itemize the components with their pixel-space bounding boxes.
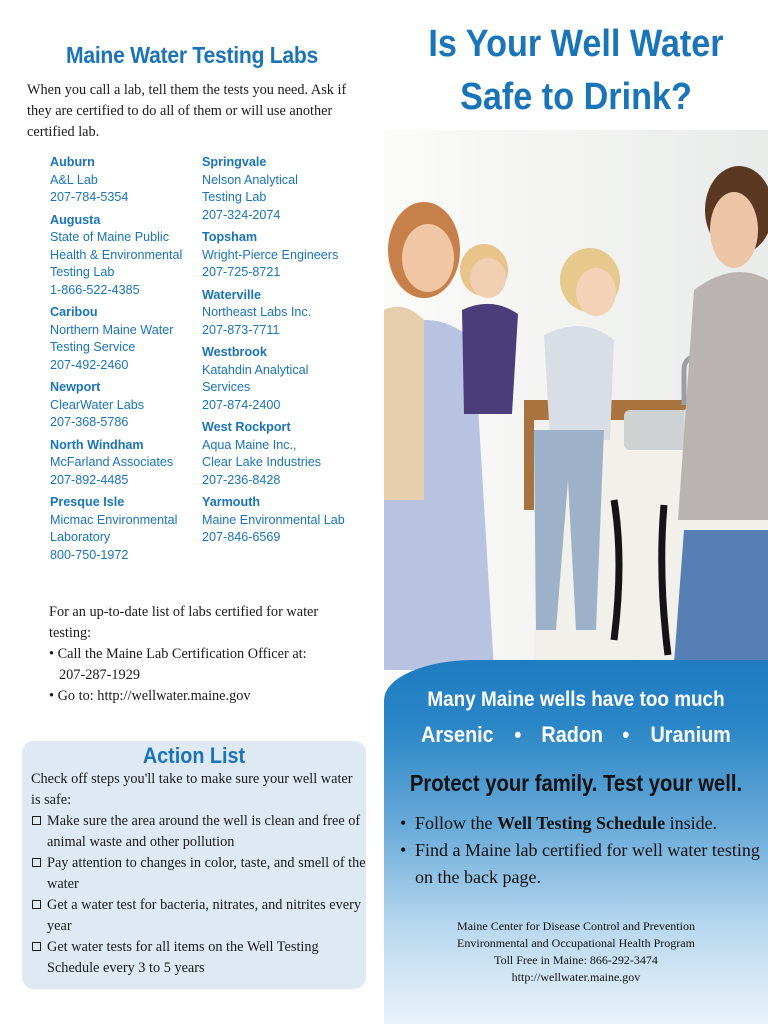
lab-detail: 800-750-1972 <box>50 547 129 562</box>
labs-column-1 <box>50 154 200 569</box>
footer-org: Maine Center for Disease Control and Prevention <box>457 919 695 933</box>
lab-detail: 207-873-7711 <box>202 322 280 337</box>
lab-detail: 1-866-522-4385 <box>50 282 140 297</box>
action-list-items <box>31 811 366 979</box>
step-item <box>400 810 760 837</box>
action-item <box>31 895 366 937</box>
brochure-title <box>403 18 749 124</box>
footer-contact <box>384 918 768 986</box>
labs-section-title: Maine Water Testing Labs <box>65 42 319 68</box>
checkbox-icon <box>32 942 41 951</box>
footer-url: http://wellwater.maine.gov <box>511 970 641 984</box>
lab-detail: ClearWater Labs <box>50 397 145 412</box>
action-item-text: Get a water test for bacteria, nitrates, and nitrites every year <box>47 897 361 934</box>
lab-detail: Nelson Analytical <box>202 172 298 187</box>
action-item <box>31 811 366 853</box>
lab-detail: Maine Environmental Lab <box>202 512 345 527</box>
uptodate-intro: For an up-to-date list of labs certified for water testing: <box>49 604 319 641</box>
certification-phone: 207-287-1929 <box>59 667 141 683</box>
lab-city: North Windham <box>50 437 144 452</box>
lab-entry <box>50 304 200 374</box>
action-item-text: Make sure the area around the well is clean and free of animal waste and other pollution <box>47 813 361 850</box>
lab-city: Auburn <box>50 155 95 169</box>
lab-entry <box>50 494 200 564</box>
lab-city: Newport <box>50 380 101 394</box>
lab-detail: 207-368-5786 <box>50 415 129 429</box>
contaminants-line <box>384 722 768 748</box>
action-item <box>31 853 366 895</box>
lab-detail: 207-324-2074 <box>202 207 281 222</box>
step-item <box>400 837 760 891</box>
lab-city: Augusta <box>50 212 101 227</box>
uptodate-bullet-website: • Go to: http://wellwater.maine.gov <box>49 688 251 704</box>
contaminant-uranium: Uranium <box>650 722 731 747</box>
protect-headline: Protect your family. Test your well. <box>409 770 743 796</box>
lab-entry <box>202 287 372 340</box>
bullet: • <box>400 813 407 833</box>
lab-detail: Katahdin Analytical <box>202 362 309 377</box>
lab-detail: Micmac Environmental <box>50 512 178 527</box>
lab-detail: 207-725-8721 <box>202 265 281 279</box>
action-list-title: Action List <box>142 743 246 768</box>
lab-entry <box>50 212 200 300</box>
lab-entry <box>50 379 200 432</box>
separator-dot: • <box>514 722 521 747</box>
step-1-prefix: Follow the <box>415 813 498 833</box>
lab-entry <box>202 344 372 414</box>
uptodate-info <box>49 602 359 707</box>
lab-city: Caribou <box>50 305 98 319</box>
separator-dot: • <box>622 722 630 747</box>
lab-detail: Services <box>202 380 251 394</box>
checkbox-icon <box>32 858 41 867</box>
footer-program: Environmental and Occupational Health Program <box>457 936 695 950</box>
lab-city: West Rockport <box>202 420 291 434</box>
lab-detail: Testing Service <box>50 340 136 354</box>
lab-detail: Testing Lab <box>50 265 115 279</box>
lab-entry <box>50 154 200 207</box>
lab-city: Presque Isle <box>50 495 125 509</box>
lab-city: Springvale <box>202 155 267 169</box>
family-kitchen-photo <box>384 130 768 690</box>
lab-detail: 207-846-6569 <box>202 530 281 544</box>
lab-detail: Wright-Pierce Engineers <box>202 247 339 262</box>
labs-column-2 <box>202 154 372 552</box>
action-list-intro: Check off steps you'll take to make sure your well water is safe: <box>31 771 353 808</box>
step-1-suffix: inside. <box>665 813 718 833</box>
step-2-text: Find a Maine lab certified for well water testing on the back page. <box>415 840 760 887</box>
step-1-emphasis: Well Testing Schedule <box>497 813 666 833</box>
lab-city: Topsham <box>202 230 258 244</box>
checkbox-icon <box>32 900 41 909</box>
banner-headline: Many Maine wells have too much <box>427 688 725 711</box>
lab-detail: Northern Maine Water <box>50 322 174 337</box>
action-item-text: Get water tests for all items on the Well Testing Schedule every 3 to 5 years <box>47 939 319 976</box>
bullet: • <box>400 840 407 860</box>
lab-detail: 207-892-4485 <box>50 472 129 487</box>
lab-entry <box>202 154 372 224</box>
action-item-text: Pay attention to changes in color, taste, and smell of the water <box>47 855 366 892</box>
lab-detail: Clear Lake Industries <box>202 455 322 469</box>
lab-detail: McFarland Associates <box>50 455 174 469</box>
lab-detail: 207-874-2400 <box>202 397 281 412</box>
action-item <box>31 937 366 979</box>
title-line-2: Safe to Drink? <box>460 76 692 118</box>
steps-list <box>400 810 760 891</box>
lab-city: Waterville <box>202 287 262 302</box>
checkbox-icon <box>32 816 41 825</box>
lab-detail: Testing Lab <box>202 190 267 204</box>
lab-detail: A&L Lab <box>50 172 98 187</box>
title-line-1: Is Your Well Water <box>428 23 724 65</box>
lab-entry <box>202 229 372 282</box>
lab-detail: State of Maine Public <box>50 230 170 244</box>
lab-entry <box>202 494 372 547</box>
lab-detail: 207-784-5354 <box>50 190 129 204</box>
lab-city: Westbrook <box>202 345 267 359</box>
action-list-box <box>22 741 366 989</box>
lab-detail: Laboratory <box>50 530 111 544</box>
lab-detail: 207-492-2460 <box>50 357 129 372</box>
contaminant-arsenic: Arsenic <box>420 722 494 747</box>
footer-phone: Toll Free in Maine: 866-292-3474 <box>494 953 658 967</box>
lab-detail: Aqua Maine Inc., <box>202 437 297 452</box>
lab-detail: Northeast Labs Inc. <box>202 305 312 319</box>
labs-intro-text: When you call a lab, tell them the tests you need. Ask if they are certified to do all of them or will use another certified lab. <box>27 82 347 140</box>
lab-entry <box>50 437 200 490</box>
lab-detail: 207-236-8428 <box>202 472 281 487</box>
contaminant-radon: Radon <box>540 722 603 747</box>
uptodate-bullet-call: • Call the Maine Lab Certification Officer at: <box>49 646 307 662</box>
lab-city: Yarmouth <box>202 495 261 509</box>
lab-detail: Health & Environmental <box>50 247 183 262</box>
lab-entry <box>202 419 372 489</box>
